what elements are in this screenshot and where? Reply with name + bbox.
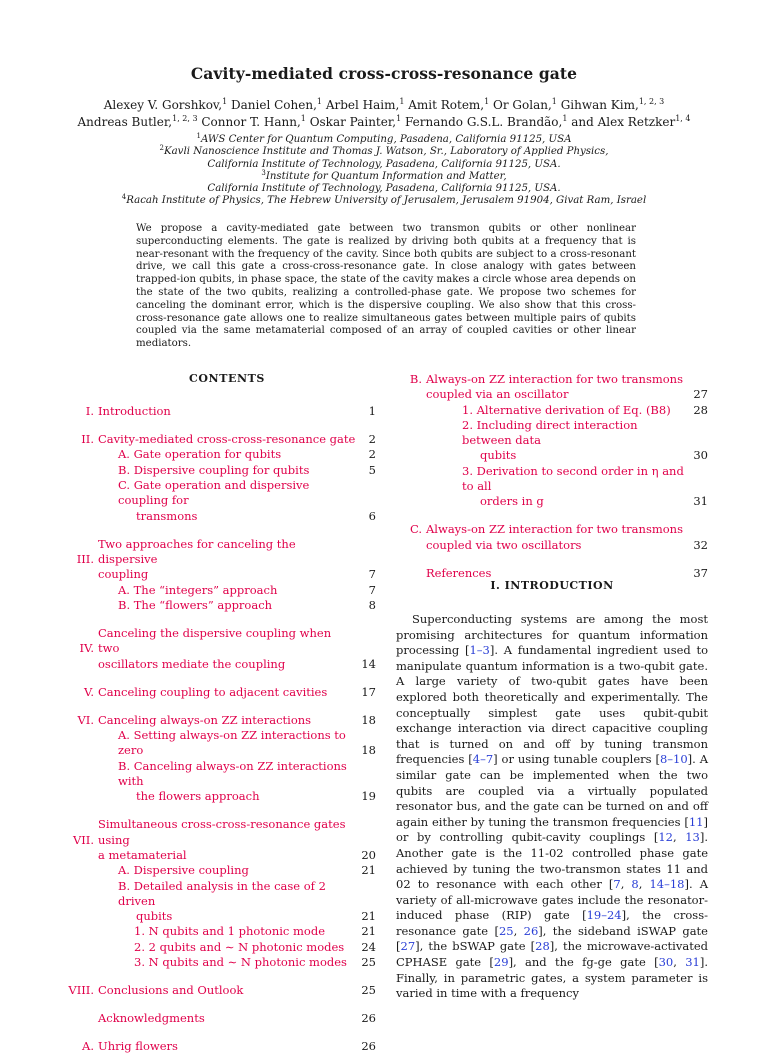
toc-subtitle[interactable]: 3. N qubits and ∼ N photonic modes	[134, 954, 347, 969]
toc-page: 19	[361, 789, 376, 804]
affiliation-mark: 4	[121, 193, 127, 202]
citation-link[interactable]: 31	[685, 955, 700, 970]
body-text: ,	[620, 877, 632, 892]
toc-page: 7	[368, 582, 376, 597]
citation-link[interactable]: 12	[658, 830, 673, 845]
author-name: Daniel Cohen,	[227, 98, 317, 112]
author-name: Connor T. Hann,	[197, 115, 301, 129]
toc-subtitle[interactable]: B. The “flowers” approach	[118, 597, 273, 612]
toc-number: III.	[76, 551, 94, 566]
author-name: Or Golan,	[489, 98, 552, 112]
toc-page: 6	[368, 508, 376, 523]
toc-subentry[interactable]	[58, 879, 376, 910]
citation-link[interactable]: 27	[400, 939, 416, 954]
toc-page: 37	[693, 565, 708, 580]
affiliation-mark: 1	[300, 114, 306, 123]
toc-title[interactable]: Always-on ZZ interaction for two transmons	[426, 522, 683, 537]
toc-title[interactable]: Always-on ZZ interaction for two transmons	[426, 372, 683, 386]
toc-entry[interactable]	[396, 372, 708, 510]
toc-title[interactable]: Canceling the dispersive coupling when two	[98, 625, 332, 656]
toc-page: 31	[693, 494, 708, 509]
toc-page: 25	[361, 954, 376, 969]
toc-subentry-continuation[interactable]	[396, 494, 708, 509]
citation-link[interactable]: 29	[493, 955, 509, 970]
toc-page: 26	[361, 1039, 376, 1054]
affiliation-mark: 1, 2, 3	[172, 114, 198, 123]
citation-link[interactable]: 13	[685, 830, 700, 845]
toc-title[interactable]: Simultaneous cross-cross-resonance gates using	[98, 817, 346, 847]
citation-link[interactable]: 30	[658, 955, 674, 970]
toc-subtitle[interactable]: transmons	[136, 508, 198, 523]
toc-subtitle[interactable]: the flowers approach	[136, 789, 260, 804]
toc-title[interactable]: coupled via two oscillators	[426, 537, 582, 552]
toc-title[interactable]: coupled via an oscillator	[426, 387, 569, 402]
affiliation-line	[40, 134, 728, 146]
body-text: ]. A fundamental ingredient used to manipulate quantum information is a two-qubit gate. A large variety of two-qubit gates have been explored both theoretically and experimentally. The conceptually simplest gate uses qubit-qubit exchange interaction via direct capacitive coupling that is turned on and off by tuning transmon frequencies [	[396, 643, 708, 767]
toc-subtitle[interactable]: A. Dispersive coupling	[118, 863, 249, 878]
toc-page: 21	[361, 863, 376, 878]
toc-subentry-continuation[interactable]	[58, 909, 376, 924]
toc-number: C.	[409, 522, 422, 537]
body-text: ], the bSWAP gate [	[415, 939, 536, 954]
toc-entry[interactable]	[58, 1039, 376, 1054]
affiliation-line	[40, 159, 728, 171]
toc-subentry[interactable]	[58, 478, 376, 509]
affiliation-text: Institute for Quantum Information and Matter,	[265, 170, 507, 182]
toc-page: 5	[368, 462, 376, 477]
toc-page: 2	[368, 447, 376, 462]
toc-title[interactable]: Conclusions and Outlook	[98, 983, 244, 998]
toc-subentry[interactable]	[396, 464, 708, 495]
author-name: and Alex Retzker	[567, 115, 676, 129]
toc-page: 14	[361, 656, 376, 671]
toc-number: V.	[84, 684, 94, 699]
toc-page: 21	[361, 924, 376, 939]
toc-title[interactable]: coupling	[98, 567, 149, 582]
affiliation-line	[40, 146, 728, 158]
affiliation-mark: 1	[222, 97, 228, 106]
toc-entry[interactable]	[58, 713, 376, 805]
author-line-2	[40, 114, 728, 131]
toc-page: 26	[361, 1011, 376, 1026]
toc-title[interactable]: Acknowledgments	[98, 1011, 205, 1026]
body-text: ,	[672, 830, 686, 845]
affiliation-line	[40, 168, 728, 183]
toc-page: 7	[368, 567, 376, 582]
author-name: Arbel Haim,	[322, 98, 400, 112]
toc-subtitle[interactable]: qubits	[480, 448, 517, 463]
body-text: ,	[638, 877, 650, 892]
toc-entry[interactable]	[396, 522, 708, 553]
affiliation-text: Racah Institute of Physics, The Hebrew University of Jerusalem, Jerusalem 91904, Givat Ram, Israel	[126, 195, 647, 207]
affiliation-text: California Institute of Technology, Pasadena, California 91125, USA.	[207, 183, 561, 195]
toc-number: A.	[82, 1039, 94, 1054]
toc-page: 32	[693, 537, 708, 552]
toc-subentry[interactable]	[58, 463, 376, 478]
toc-subtitle[interactable]: 2. 2 qubits and ∼ N photonic modes	[134, 939, 345, 954]
body-text: ]. A variety of all-microwave gates include the resonator-induced phase (RIP) gate [	[396, 877, 709, 923]
toc-title[interactable]: Canceling coupling to adjacent cavities	[98, 684, 328, 699]
affiliation-mark: 3	[261, 168, 266, 177]
body-text: ] or by controlling qubit-cavity couplings [	[396, 814, 708, 845]
toc-subentry[interactable]	[58, 598, 376, 613]
author-name: Amit Rotem,	[404, 98, 485, 112]
toc-subtitle[interactable]: C. Gate operation and dispersive coupling for	[118, 477, 310, 508]
affiliation-mark: 1	[484, 97, 490, 106]
toc-page: 17	[361, 684, 376, 699]
toc-page: 18	[361, 743, 376, 758]
affiliation-text: Kavli Nanoscience Institute and Thomas J. Watson, Sr., Laboratory of Applied Physics,	[164, 146, 609, 158]
section-heading-introduction: I. INTRODUCTION	[490, 579, 614, 592]
affiliation-mark: 1	[562, 114, 568, 123]
body-text: ], the microwave-activated CPHASE gate [	[396, 939, 709, 970]
toc-subentry-continuation[interactable]	[58, 789, 376, 804]
citation-link[interactable]: 28	[535, 939, 550, 954]
toc-subentry[interactable]	[58, 955, 376, 970]
toc-page: 2	[368, 432, 376, 447]
affiliation-mark: 1, 4	[675, 114, 691, 123]
toc-subentry[interactable]	[58, 940, 376, 955]
abstract: We propose a cavity-mediated gate between two transmon qubits or other nonlinear superconducting elements. The gate is realized by driving both qubits at a frequency that is near-resonant with the frequency of the cavity. Since both qubits are subject to a cross-resonant drive, we call this gate a cross-cross-resonance gate. In close analogy with gates between trapped-ion qubits, in phase space, the state of the cavity makes a circle whose area depends on the state of the two qubits, realizing a controlled-phase gate. We propose two schemes for canceling the dominant error, which is the dispersive coupling. We also show that this cross-cross-resonance gate allows one to realize simultaneous gates between multiple pairs of qubits coupled via the same metamaterial composed of an array of coupled cavities or other linear mediators.	[136, 223, 636, 350]
toc-entry[interactable]	[58, 537, 376, 613]
toc-page: 30	[693, 448, 708, 463]
citation-link[interactable]: 19–24	[586, 908, 622, 923]
paper-title: Cavity-mediated cross-cross-resonance gate	[190, 64, 578, 83]
author-name: Alexey V. Gorshkov,	[103, 98, 223, 112]
affiliation-mark: 1	[396, 114, 402, 123]
citation-link[interactable]: 8	[631, 877, 639, 892]
toc-entry[interactable]	[58, 626, 376, 672]
toc-number: VII.	[72, 832, 94, 847]
toc-subentry[interactable]	[58, 728, 376, 759]
citation-link[interactable]: 1–	[469, 643, 483, 658]
toc-subentry-continuation[interactable]	[58, 509, 376, 524]
author-name: Oskar Painter,	[305, 115, 397, 129]
toc-number: IV.	[79, 641, 94, 656]
affiliation-mark: 2	[159, 144, 164, 153]
body-text: ]. Another gate is the 11-02 controlled phase gate achieved by tuning the two-transmon states 11 and 02 to resonance with each other [	[396, 830, 708, 892]
citation-link[interactable]: 11	[688, 814, 704, 829]
toc-page: 8	[368, 597, 376, 612]
author-line-1	[40, 97, 728, 114]
affiliation-mark: 1	[316, 97, 322, 106]
toc-title[interactable]: Two approaches for canceling the dispersive	[98, 536, 296, 566]
citation-link[interactable]: 7	[613, 877, 621, 892]
toc-subtitle[interactable]: 3. Derivation to second order in η and to all	[462, 463, 684, 494]
toc-entry[interactable]	[58, 1011, 376, 1026]
toc-page: 18	[361, 712, 376, 727]
citation-link[interactable]: 3	[482, 643, 490, 658]
affiliation-mark: 1	[551, 97, 557, 106]
toc-subtitle[interactable]: orders in g	[480, 494, 544, 509]
body-text: ] or using tunable couplers [	[493, 752, 660, 767]
toc-subentry[interactable]	[58, 583, 376, 598]
toc-page: 1	[368, 404, 376, 418]
toc-subtitle[interactable]: 2. Including direct interaction between data	[462, 417, 638, 448]
toc-subtitle[interactable]: qubits	[136, 909, 173, 924]
toc-title[interactable]: oscillators mediate the coupling	[98, 656, 286, 671]
author-list	[40, 97, 728, 131]
toc-subtitle[interactable]: B. Dispersive coupling for qubits	[118, 462, 310, 477]
toc-subtitle[interactable]: A. The “integers” approach	[118, 582, 278, 597]
toc-right-column	[396, 372, 708, 581]
toc-subentry[interactable]	[58, 447, 376, 462]
citation-link[interactable]: 26	[523, 923, 539, 938]
body-text: Superconducting systems are among the most promising architectures for quantum information processing [	[396, 612, 708, 658]
toc-number: B.	[409, 372, 422, 386]
body-text: ], the cross-resonance gate [	[396, 908, 708, 938]
toc-number: II.	[81, 432, 94, 447]
author-name: Gihwan Kim,	[556, 98, 639, 112]
toc-subentry[interactable]	[58, 863, 376, 878]
toc-left-column	[58, 404, 376, 1055]
affiliation-mark: 1	[399, 97, 405, 106]
body-text: ]. A similar gate can be implemented when the two qubits are coupled via a virtually populated resonator bus, and the gate can be turned on and off again either by tuning the transmon frequencies [	[396, 752, 709, 829]
toc-page: 28	[693, 402, 708, 417]
toc-title[interactable]: Cavity-mediated cross-cross-resonance gate	[98, 432, 356, 447]
toc-subtitle[interactable]: 1. Alternative derivation of Eq. (B8)	[462, 402, 671, 417]
toc-number: VIII.	[68, 983, 94, 998]
affiliation-text: California Institute of Technology, Pasadena, California 91125, USA.	[207, 158, 561, 170]
toc-subtitle[interactable]: B. Detailed analysis in the case of 2 driven	[118, 878, 326, 908]
body-text: ], and the fg-ge gate [	[508, 955, 659, 970]
toc-page: 20	[361, 847, 376, 862]
affiliation-line	[40, 195, 728, 207]
body-text: ,	[673, 955, 686, 970]
toc-title[interactable]: Canceling always-on ZZ interactions	[98, 712, 312, 727]
toc-title[interactable]: a metamaterial	[98, 847, 187, 862]
citation-link[interactable]: 4–7	[472, 752, 494, 767]
toc-subentry[interactable]	[396, 418, 708, 449]
author-name: Andreas Butler,	[77, 115, 173, 129]
citation-link[interactable]: 14–18	[649, 877, 685, 892]
toc-title[interactable]: Introduction	[98, 404, 171, 418]
toc-subtitle[interactable]: A. Gate operation for qubits	[118, 447, 282, 462]
body-text: ]. Finally, in parametric gates, a system parameter is varied in time with a frequency	[396, 955, 708, 1001]
body-text: ,	[513, 923, 524, 938]
affiliation-mark: 1, 2, 3	[638, 97, 665, 106]
toc-subtitle[interactable]: 1. N qubits and 1 photonic mode	[134, 924, 325, 939]
affiliation-text: AWS Center for Quantum Computing, Pasadena, California 91125, USA	[200, 134, 572, 145]
toc-number: VI.	[77, 712, 94, 727]
toc-title[interactable]: Uhrig flowers	[98, 1039, 178, 1054]
toc-subentry[interactable]	[396, 403, 708, 418]
contents-heading: CONTENTS	[189, 372, 265, 385]
toc-page: 21	[361, 909, 376, 924]
affiliation-line	[40, 183, 728, 195]
citation-link[interactable]: 25	[498, 923, 514, 938]
toc-title[interactable]: References	[426, 565, 492, 580]
toc-page: 27	[693, 387, 708, 402]
toc-subentry[interactable]	[58, 759, 376, 790]
body-text: ], the sideband iSWAP gate [	[396, 923, 708, 954]
toc-page: 25	[361, 983, 376, 998]
toc-subentry[interactable]	[58, 924, 376, 939]
toc-subtitle[interactable]: B. Canceling always-on ZZ interactions with	[118, 758, 347, 788]
author-name: Fernando G.S.L. Brandão,	[401, 115, 563, 129]
toc-entry[interactable]	[58, 432, 376, 524]
affiliations	[40, 134, 728, 208]
introduction-body	[396, 612, 708, 1002]
citation-link[interactable]: 8–10	[659, 752, 688, 767]
toc-number: I.	[85, 404, 94, 418]
toc-subtitle[interactable]: A. Setting always-on ZZ interactions to zero	[118, 728, 346, 758]
toc-subentry-continuation[interactable]	[396, 448, 708, 463]
toc-page: 24	[361, 939, 376, 954]
toc-entry[interactable]	[58, 983, 376, 998]
affiliation-mark: 1	[196, 132, 201, 140]
toc-entry[interactable]	[58, 404, 376, 419]
toc-entry[interactable]	[58, 685, 376, 700]
toc-entry[interactable]	[58, 817, 376, 970]
